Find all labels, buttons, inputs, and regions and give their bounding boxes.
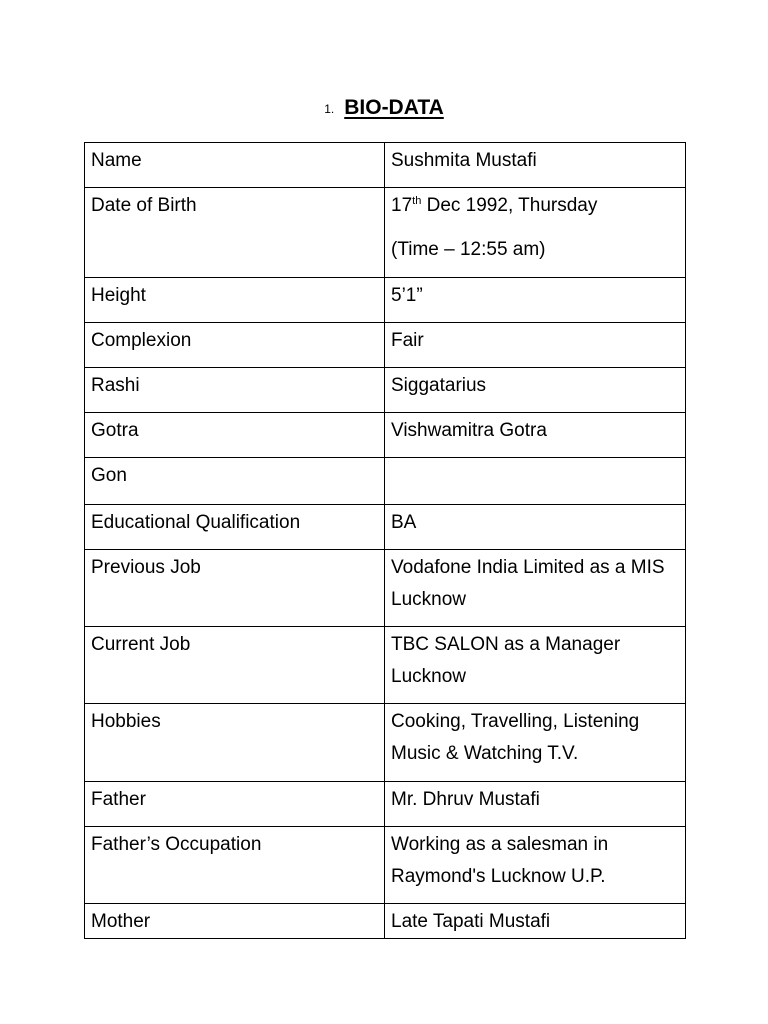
table-row bbox=[85, 782, 686, 827]
row-label-height: Height bbox=[85, 278, 385, 323]
dob-rest: Dec 1992, Thursday bbox=[421, 195, 598, 216]
table-row bbox=[85, 505, 686, 550]
table-row bbox=[85, 188, 686, 278]
row-value-previous-job: Vodafone India Limited as a MIS Lucknow bbox=[385, 550, 686, 627]
row-value-date-of-birth bbox=[385, 188, 686, 278]
row-value-height: 5’1” bbox=[385, 278, 686, 323]
row-label-name: Name bbox=[85, 143, 385, 188]
row-value-complexion: Fair bbox=[385, 323, 686, 368]
biodata-table bbox=[84, 142, 686, 939]
table-row bbox=[85, 458, 686, 505]
dob-day-suffix: th bbox=[412, 195, 422, 207]
dob-time: (Time – 12:55 am) bbox=[391, 239, 546, 260]
row-label-father: Father bbox=[85, 782, 385, 827]
heading-number: 1. bbox=[324, 102, 335, 116]
row-value-rashi: Siggatarius bbox=[385, 368, 686, 413]
row-label-gotra: Gotra bbox=[85, 413, 385, 458]
row-value-name: Sushmita Mustafi bbox=[385, 143, 686, 188]
row-label-current-job: Current Job bbox=[85, 627, 385, 704]
row-label-date-of-birth: Date of Birth bbox=[85, 188, 385, 278]
row-value-current-job: TBC SALON as a Manager Lucknow bbox=[385, 627, 686, 704]
row-label-hobbies: Hobbies bbox=[85, 704, 385, 782]
row-value-educational-qualification: BA bbox=[385, 505, 686, 550]
row-value-gotra: Vishwamitra Gotra bbox=[385, 413, 686, 458]
table-row bbox=[85, 627, 686, 704]
document-heading bbox=[0, 96, 768, 120]
row-value-hobbies: Cooking, Travelling, Listening Music & Watching T.V. bbox=[385, 704, 686, 782]
row-value-mother: Late Tapati Mustafi bbox=[385, 904, 686, 939]
row-label-mother: Mother bbox=[85, 904, 385, 939]
table-row bbox=[85, 143, 686, 188]
table-row bbox=[85, 413, 686, 458]
row-label-fathers-occupation: Father’s Occupation bbox=[85, 827, 385, 904]
dob-day: 17 bbox=[391, 195, 413, 216]
table-row bbox=[85, 704, 686, 782]
table-row bbox=[85, 278, 686, 323]
row-value-gon bbox=[385, 458, 686, 505]
heading-title: BIO-DATA bbox=[344, 96, 444, 119]
row-label-educational-qualification: Educational Qualification bbox=[85, 505, 385, 550]
table-row bbox=[85, 904, 686, 939]
table-row bbox=[85, 368, 686, 413]
table-row bbox=[85, 827, 686, 904]
row-label-complexion: Complexion bbox=[85, 323, 385, 368]
row-label-previous-job: Previous Job bbox=[85, 550, 385, 627]
row-label-rashi: Rashi bbox=[85, 368, 385, 413]
table-row bbox=[85, 323, 686, 368]
row-value-fathers-occupation: Working as a salesman in Raymond's Lucknow U.P. bbox=[385, 827, 686, 904]
row-label-gon: Gon bbox=[85, 458, 385, 505]
table-row bbox=[85, 550, 686, 627]
row-value-father: Mr. Dhruv Mustafi bbox=[385, 782, 686, 827]
